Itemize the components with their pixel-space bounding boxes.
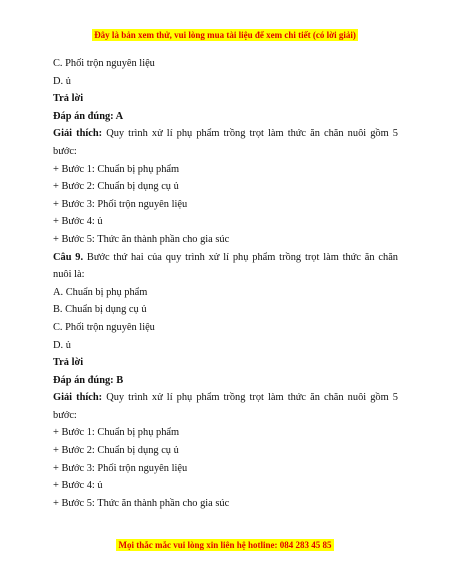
q9-step-3: + Bước 3: Phối trộn nguyên liệu [53, 462, 188, 474]
question-9-text: Bước thứ hai của quy trình xử lí phụ phẩm trồng trọt làm thức ăn chăn nuôi là: [53, 251, 399, 281]
step-1: + Bước 1: Chuẩn bị phụ phẩm [53, 163, 180, 175]
option-d: D. ủ [53, 75, 71, 87]
q9-step-2: + Bước 2: Chuẩn bị dụng cụ ủ [53, 445, 179, 457]
q9-option-d: D. ủ [53, 339, 71, 351]
preview-banner-text: Đây là bản xem thử, vui lòng mua tài liệu để xem chi tiết (có lời giải) [94, 30, 356, 40]
explanation-text: Quy trình xử lí phụ phẩm trồng trọt làm thức ăn chăn nuôi gồm 5 bước: [53, 128, 398, 157]
step-4: + Bước 4: ủ [53, 216, 103, 228]
document-body [53, 55, 398, 512]
question-9-label: Câu 9. [53, 251, 84, 263]
explanation-label: Giải thích: [53, 128, 103, 140]
preview-banner [0, 25, 450, 43]
q9-option-c: C. Phối trộn nguyên liệu [53, 321, 155, 333]
step-3: + Bước 3: Phối trộn nguyên liệu [53, 198, 188, 210]
explanation [53, 125, 398, 160]
hotline-banner-text: Mọi thắc mắc vui lòng xin liên hệ hotline: 084 283 45 85 [118, 540, 332, 550]
q9-explanation-text: Quy trình xử lí phụ phẩm trồng trọt làm thức ăn chăn nuôi gồm 5 bước: [53, 392, 398, 421]
q9-step-4: + Bước 4: ủ [53, 480, 103, 492]
step-2: + Bước 2: Chuẩn bị dụng cụ ủ [53, 181, 179, 193]
q9-explanation-label: Giải thích: [53, 392, 103, 404]
hotline-banner [0, 535, 450, 553]
q9-correct-answer: Đáp án đúng: B [53, 374, 124, 386]
q9-answer-heading: Trả lời [53, 357, 84, 369]
correct-answer: Đáp án đúng: A [53, 110, 124, 122]
step-5: + Bước 5: Thức ăn thành phần cho gia súc [53, 233, 230, 245]
option-c: C. Phối trộn nguyên liệu [53, 58, 155, 69]
question-9 [53, 249, 398, 284]
q9-option-a: A. Chuẩn bị phụ phẩm [53, 286, 148, 298]
q9-option-b: B. Chuẩn bị dụng cụ ủ [53, 304, 147, 316]
q9-step-1: + Bước 1: Chuẩn bị phụ phẩm [53, 427, 180, 439]
q9-explanation [53, 389, 398, 424]
q9-step-5: + Bước 5: Thức ăn thành phần cho gia súc [53, 497, 230, 509]
answer-heading: Trả lời [53, 93, 84, 105]
